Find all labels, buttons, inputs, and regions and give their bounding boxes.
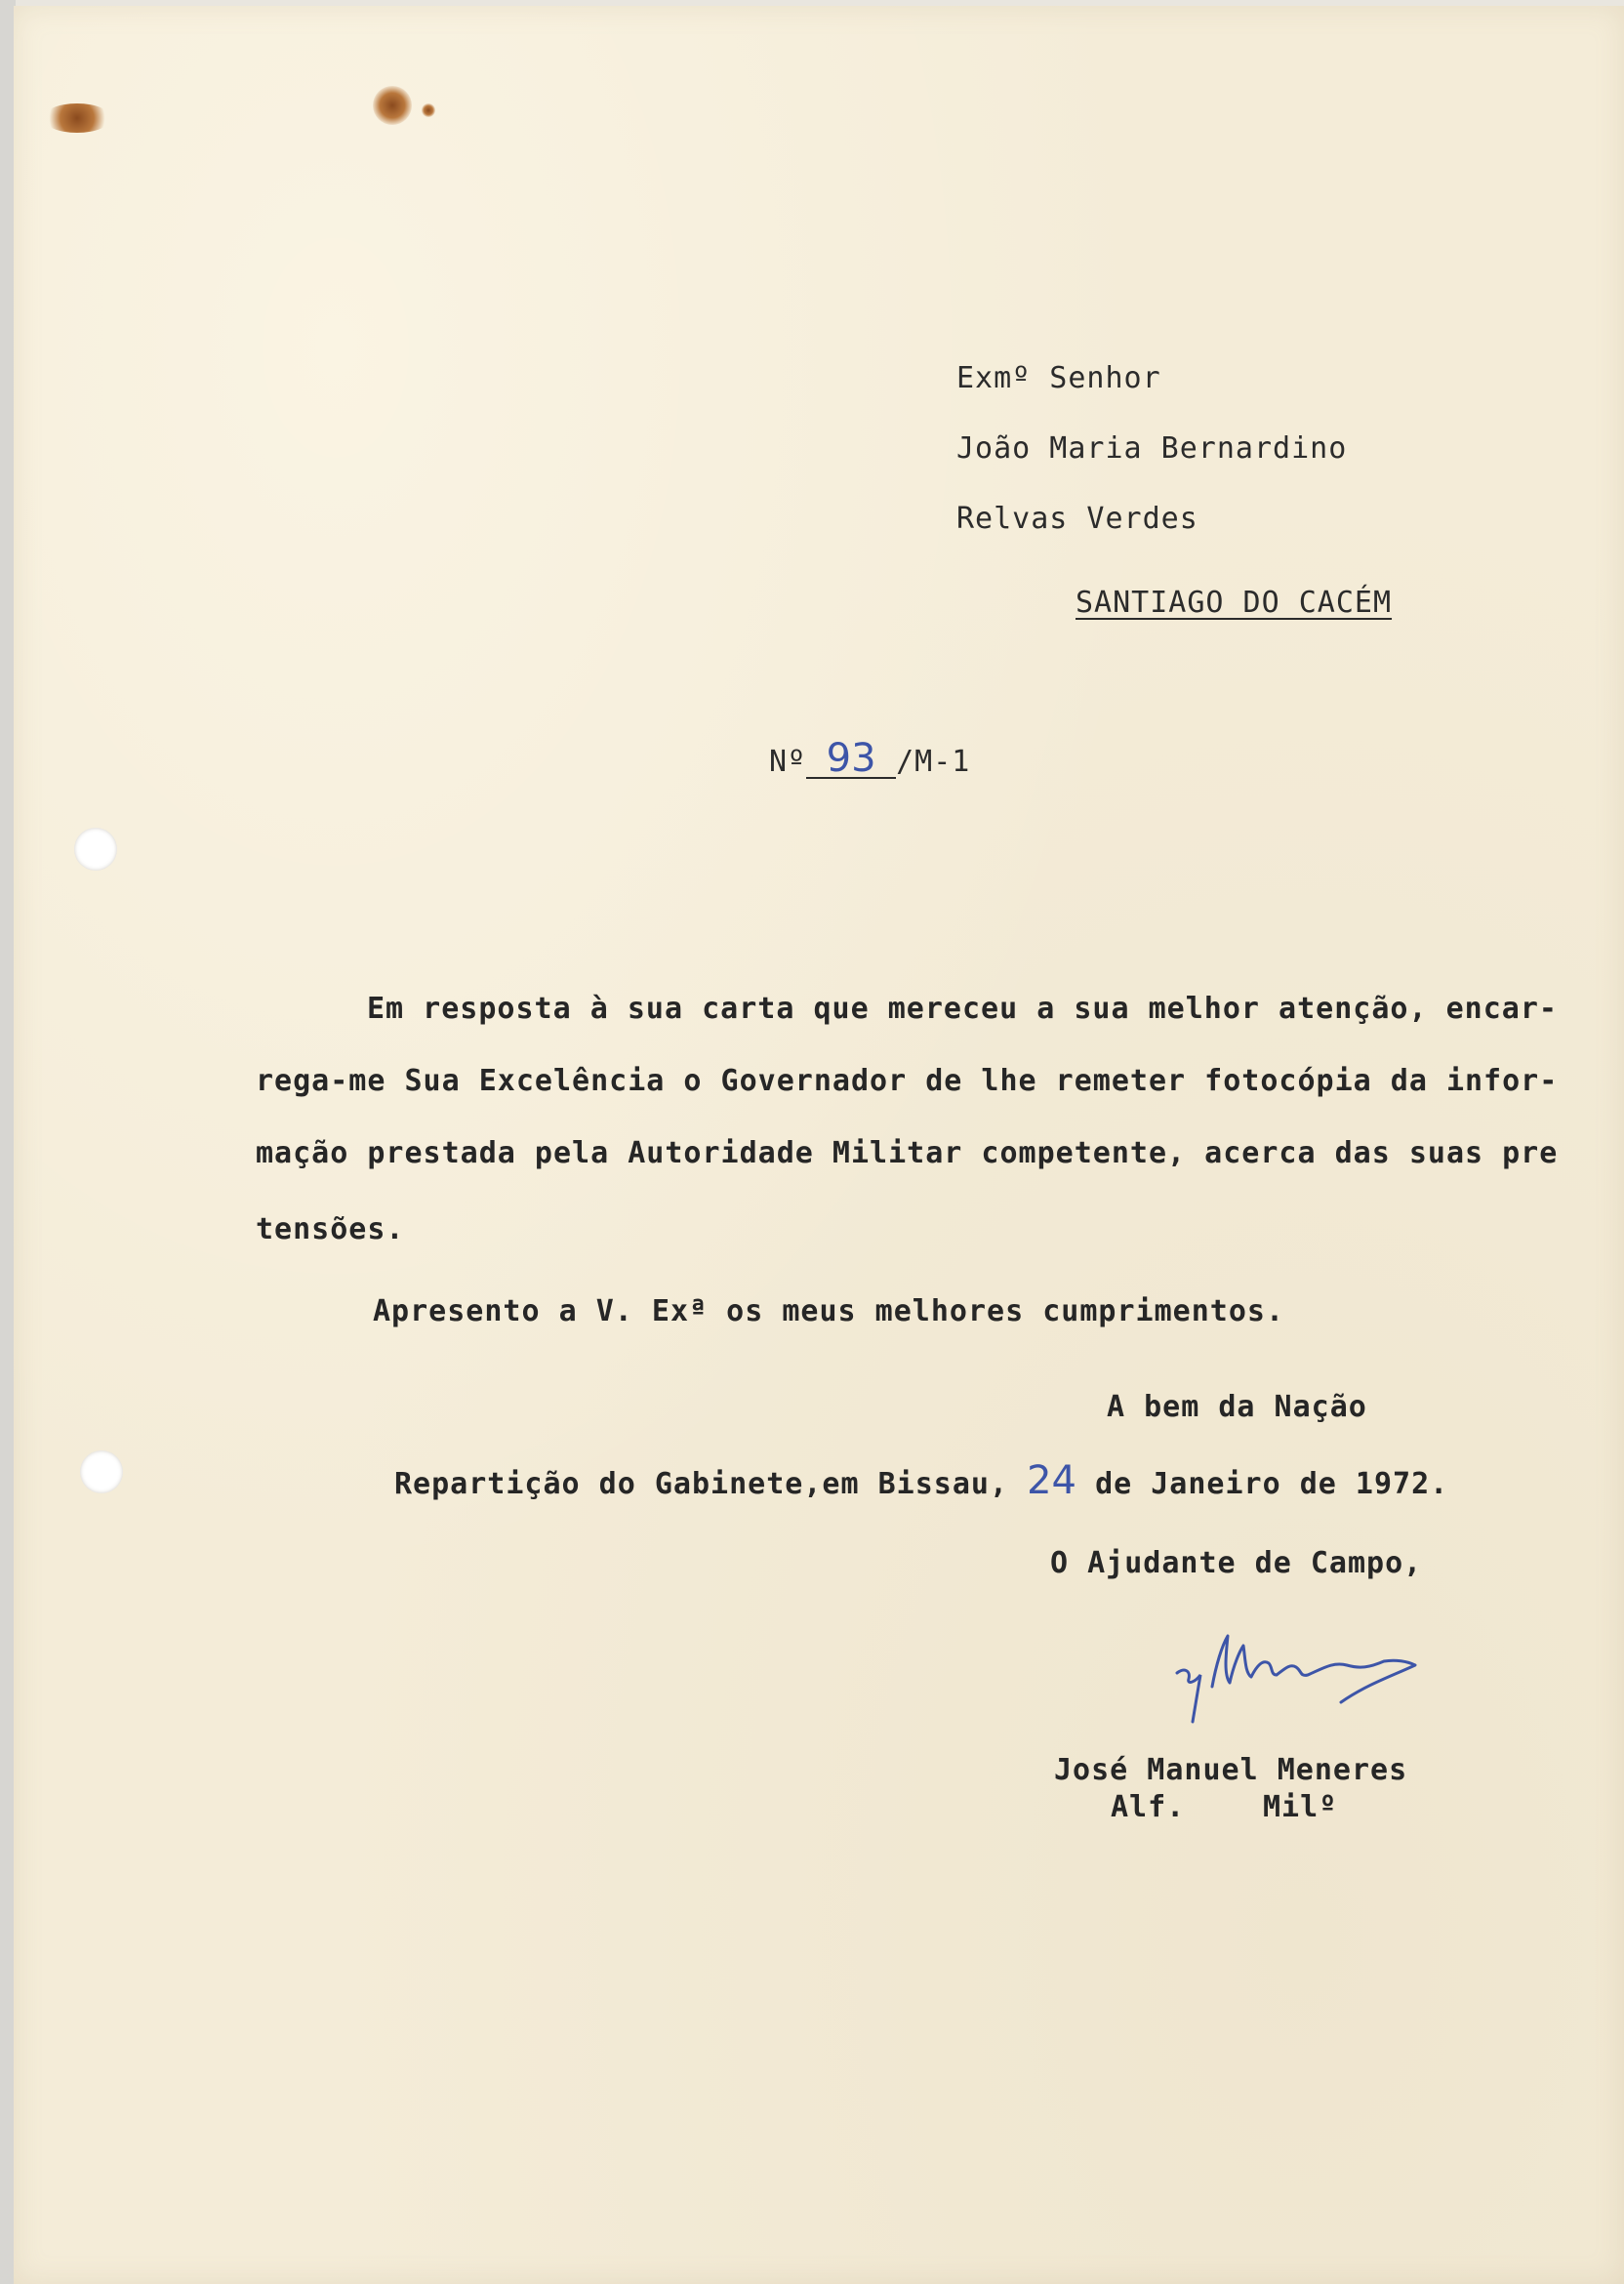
addressee-name: João Maria Bernardino [956, 431, 1348, 466]
reference-handwritten-number: 93 [826, 736, 876, 781]
reference-prefix: Nº [769, 745, 807, 779]
addressee-salutation: Exmº Senhor [956, 361, 1161, 395]
reference-number [769, 736, 971, 781]
signatory-name: José Manuel Meneres [1054, 1753, 1408, 1787]
closing-role: O Ajudante de Campo, [1050, 1546, 1423, 1580]
closing-place-date [394, 1458, 1448, 1503]
rust-stain [373, 86, 412, 125]
closing-handwritten-day: 24 [1027, 1458, 1076, 1503]
rust-stain [43, 103, 111, 133]
signatory-rank-suffix: Milº [1263, 1790, 1338, 1824]
closing-date-suffix: de Janeiro de 1972. [1095, 1467, 1449, 1501]
body-line-2: rega-me Sua Excelência o Governador de lhe remeter fotocópia da infor- [256, 1064, 1559, 1098]
reference-suffix: /M-1 [896, 745, 971, 779]
punch-hole-top [74, 828, 117, 871]
addressee-city: SANTIAGO DO CACÉM [1076, 586, 1393, 620]
body-greeting: Apresento a V. Exª os meus melhores cumprimentos. [373, 1294, 1285, 1328]
signatory-rank: Alf. [1111, 1790, 1186, 1824]
rust-stain [422, 103, 435, 117]
body-line-3: mação prestada pela Autoridade Militar competente, acerca das suas pre [256, 1136, 1559, 1170]
punch-hole-bottom [80, 1450, 123, 1493]
letter-page [14, 6, 1624, 2284]
addressee-place: Relvas Verdes [956, 502, 1198, 536]
closing-place-prefix: Repartição do Gabinete,em Bissau, [394, 1467, 1009, 1501]
closing-motto: A bem da Nação [1107, 1390, 1367, 1424]
body-line-1: Em resposta à sua carta que mereceu a sua melhor atenção, encar- [367, 992, 1558, 1026]
handwritten-signature [1175, 1626, 1468, 1724]
body-line-4: tensões. [256, 1212, 405, 1246]
